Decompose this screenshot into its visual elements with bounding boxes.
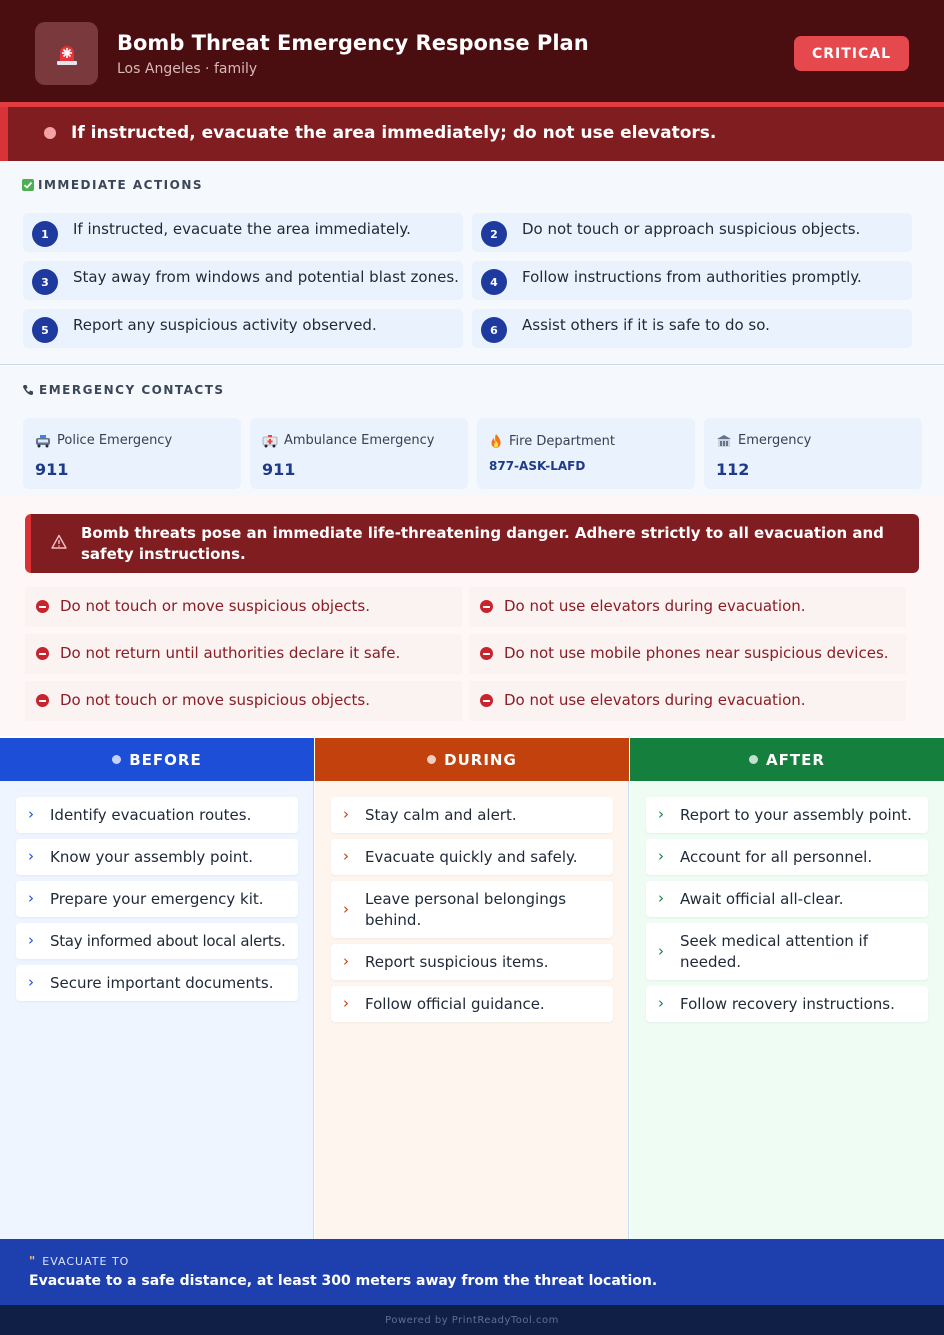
dont-text: Do not touch or move suspicious objects.	[60, 691, 371, 709]
police-car-icon	[35, 434, 51, 448]
chevron-right-icon: ›	[28, 805, 34, 823]
checkmark-icon	[22, 179, 34, 191]
chevron-right-icon: ›	[658, 889, 664, 907]
no-entry-icon	[480, 694, 493, 707]
dont-text: Do not return until authorities declare it safe.	[60, 644, 401, 662]
phase-header-before	[0, 738, 314, 781]
dont-text: Do not touch or move suspicious objects.	[60, 597, 371, 615]
phase-item-text: Follow recovery instructions.	[680, 995, 895, 1013]
action-number: 2	[481, 221, 507, 247]
phase-item-text: Stay calm and alert.	[365, 806, 517, 824]
phase-title: AFTER	[766, 750, 825, 769]
action-number: 3	[32, 269, 58, 295]
chevron-right-icon: ›	[343, 994, 349, 1012]
phase-item-text: Account for all personnel.	[680, 848, 873, 866]
dont-item	[25, 634, 462, 674]
contact-label-row	[35, 433, 172, 448]
contact-label: Fire Department	[509, 433, 615, 449]
chevron-right-icon: ›	[343, 900, 349, 918]
phase-item-text: Report to your assembly point.	[680, 806, 912, 824]
contact-label-row	[262, 433, 434, 448]
phase-item	[16, 923, 298, 959]
building-icon	[716, 434, 732, 448]
contact-card-ambulance[interactable]	[250, 418, 468, 489]
action-item	[472, 213, 912, 252]
phase-item	[16, 797, 298, 833]
dont-item	[469, 587, 906, 627]
phase-item	[646, 923, 928, 980]
action-text: Follow instructions from authorities promptly.	[522, 268, 862, 286]
warning-icon	[51, 534, 67, 549]
dont-text: Do not use mobile phones near suspicious devices.	[504, 644, 889, 662]
action-item	[23, 261, 463, 300]
phase-title: DURING	[444, 750, 517, 769]
emergency-contacts-title: EMERGENCY CONTACTS	[39, 383, 225, 397]
phase-item	[16, 839, 298, 875]
no-entry-icon	[480, 600, 493, 613]
phase-item-text: Await official all-clear.	[680, 890, 844, 908]
dont-text: Do not use elevators during evacuation.	[504, 597, 806, 615]
chevron-right-icon: ›	[343, 952, 349, 970]
phase-title: BEFORE	[129, 750, 202, 769]
action-number: 4	[481, 269, 507, 295]
dont-text: Do not use elevators during evacuation.	[504, 691, 806, 709]
contact-card-emergency[interactable]	[704, 418, 922, 489]
phase-item	[16, 965, 298, 1001]
action-item	[472, 309, 912, 348]
quote-icon: "	[29, 1254, 37, 1268]
chevron-right-icon: ›	[658, 847, 664, 865]
bullet-dot-icon	[427, 755, 436, 764]
chevron-right-icon: ›	[28, 889, 34, 907]
phase-item	[331, 944, 613, 980]
alert-text: If instructed, evacuate the area immediately; do not use elevators.	[71, 123, 717, 143]
contact-number: 911	[262, 460, 296, 479]
dont-item	[25, 681, 462, 721]
evacuate-label: EVACUATE TO	[42, 1254, 130, 1268]
evacuate-label-row	[29, 1254, 129, 1268]
action-number: 1	[32, 221, 58, 247]
siren-icon	[35, 22, 98, 85]
phone-icon	[22, 384, 34, 396]
immediate-actions-title: IMMEDIATE ACTIONS	[38, 178, 204, 192]
contact-label: Ambulance Emergency	[284, 433, 435, 448]
phase-item	[331, 797, 613, 833]
chevron-right-icon: ›	[28, 973, 34, 991]
no-entry-icon	[480, 647, 493, 660]
alert-dot-icon	[44, 127, 56, 139]
contact-label: Emergency	[738, 433, 812, 448]
emergency-contacts-heading	[22, 383, 225, 397]
phase-item-text: Know your assembly point.	[50, 848, 254, 866]
phase-item	[646, 797, 928, 833]
no-entry-icon	[36, 647, 49, 660]
page-header	[0, 0, 944, 102]
danger-banner	[25, 514, 919, 573]
ambulance-icon	[262, 434, 278, 448]
chevron-right-icon: ›	[658, 805, 664, 823]
action-number: 6	[481, 317, 507, 343]
phase-item-text: Seek medical attention if needed.	[680, 932, 868, 971]
action-text: Assist others if it is safe to do so.	[522, 316, 770, 334]
contact-number: 911	[35, 460, 69, 479]
action-item	[23, 309, 463, 348]
phase-item	[331, 839, 613, 875]
action-item	[23, 213, 463, 252]
severity-badge: CRITICAL	[794, 36, 909, 71]
contact-label-row	[716, 433, 811, 448]
contact-card-police[interactable]	[23, 418, 241, 489]
no-entry-icon	[36, 694, 49, 707]
evacuate-footer	[0, 1239, 944, 1305]
phase-item-text: Identify evacuation routes.	[50, 806, 252, 824]
contact-label-row	[489, 433, 615, 449]
contact-number: 877-ASK-LAFD	[489, 459, 586, 473]
phase-item	[646, 986, 928, 1022]
contact-number: 112	[716, 460, 750, 479]
phase-item	[331, 881, 613, 938]
phase-item	[646, 839, 928, 875]
dont-item	[469, 681, 906, 721]
dont-item	[25, 587, 462, 627]
action-item	[472, 261, 912, 300]
phase-item-text: Secure important documents.	[50, 974, 274, 992]
phase-item-text: Follow official guidance.	[365, 995, 545, 1013]
contact-label: Police Emergency	[57, 433, 173, 448]
phase-item-text: Report suspicious items.	[365, 953, 549, 971]
powered-by-link[interactable]: Powered by PrintReadyTool.com	[0, 1305, 944, 1335]
chevron-right-icon: ›	[28, 847, 34, 865]
phase-item	[646, 881, 928, 917]
action-text: Stay away from windows and potential blast zones.	[73, 268, 459, 286]
no-entry-icon	[36, 600, 49, 613]
action-number: 5	[32, 317, 58, 343]
contact-card-fire[interactable]	[477, 418, 695, 489]
evacuate-text: Evacuate to a safe distance, at least 300 meters away from the threat location.	[29, 1273, 658, 1289]
dont-item	[469, 634, 906, 674]
phase-item-text: Prepare your emergency kit.	[50, 890, 264, 908]
phase-item	[16, 881, 298, 917]
immediate-actions-heading	[22, 178, 203, 192]
fire-icon	[489, 433, 503, 449]
phase-header-during	[315, 738, 629, 781]
alert-banner	[0, 107, 944, 161]
page-subtitle: Los Angeles · family	[117, 61, 258, 77]
bullet-dot-icon	[112, 755, 121, 764]
danger-text: Bomb threats pose an immediate life-threatening danger. Adhere strictly to all evacuation and safety instructions.	[81, 524, 884, 563]
chevron-right-icon: ›	[658, 942, 664, 960]
action-text: Do not touch or approach suspicious objects.	[522, 220, 861, 238]
chevron-right-icon: ›	[343, 847, 349, 865]
phase-item-text: Stay informed about local alerts.	[50, 932, 286, 950]
phase-item-text: Evacuate quickly and safely.	[365, 848, 578, 866]
bullet-dot-icon	[749, 755, 758, 764]
chevron-right-icon: ›	[28, 931, 34, 949]
phase-item	[331, 986, 613, 1022]
phase-item-text: Leave personal belongings behind.	[365, 890, 567, 929]
chevron-right-icon: ›	[343, 805, 349, 823]
phase-header-after	[630, 738, 944, 781]
action-text: If instructed, evacuate the area immediately.	[73, 220, 411, 238]
page-title: Bomb Threat Emergency Response Plan	[117, 31, 589, 55]
action-text: Report any suspicious activity observed.	[73, 316, 377, 334]
chevron-right-icon: ›	[658, 994, 664, 1012]
